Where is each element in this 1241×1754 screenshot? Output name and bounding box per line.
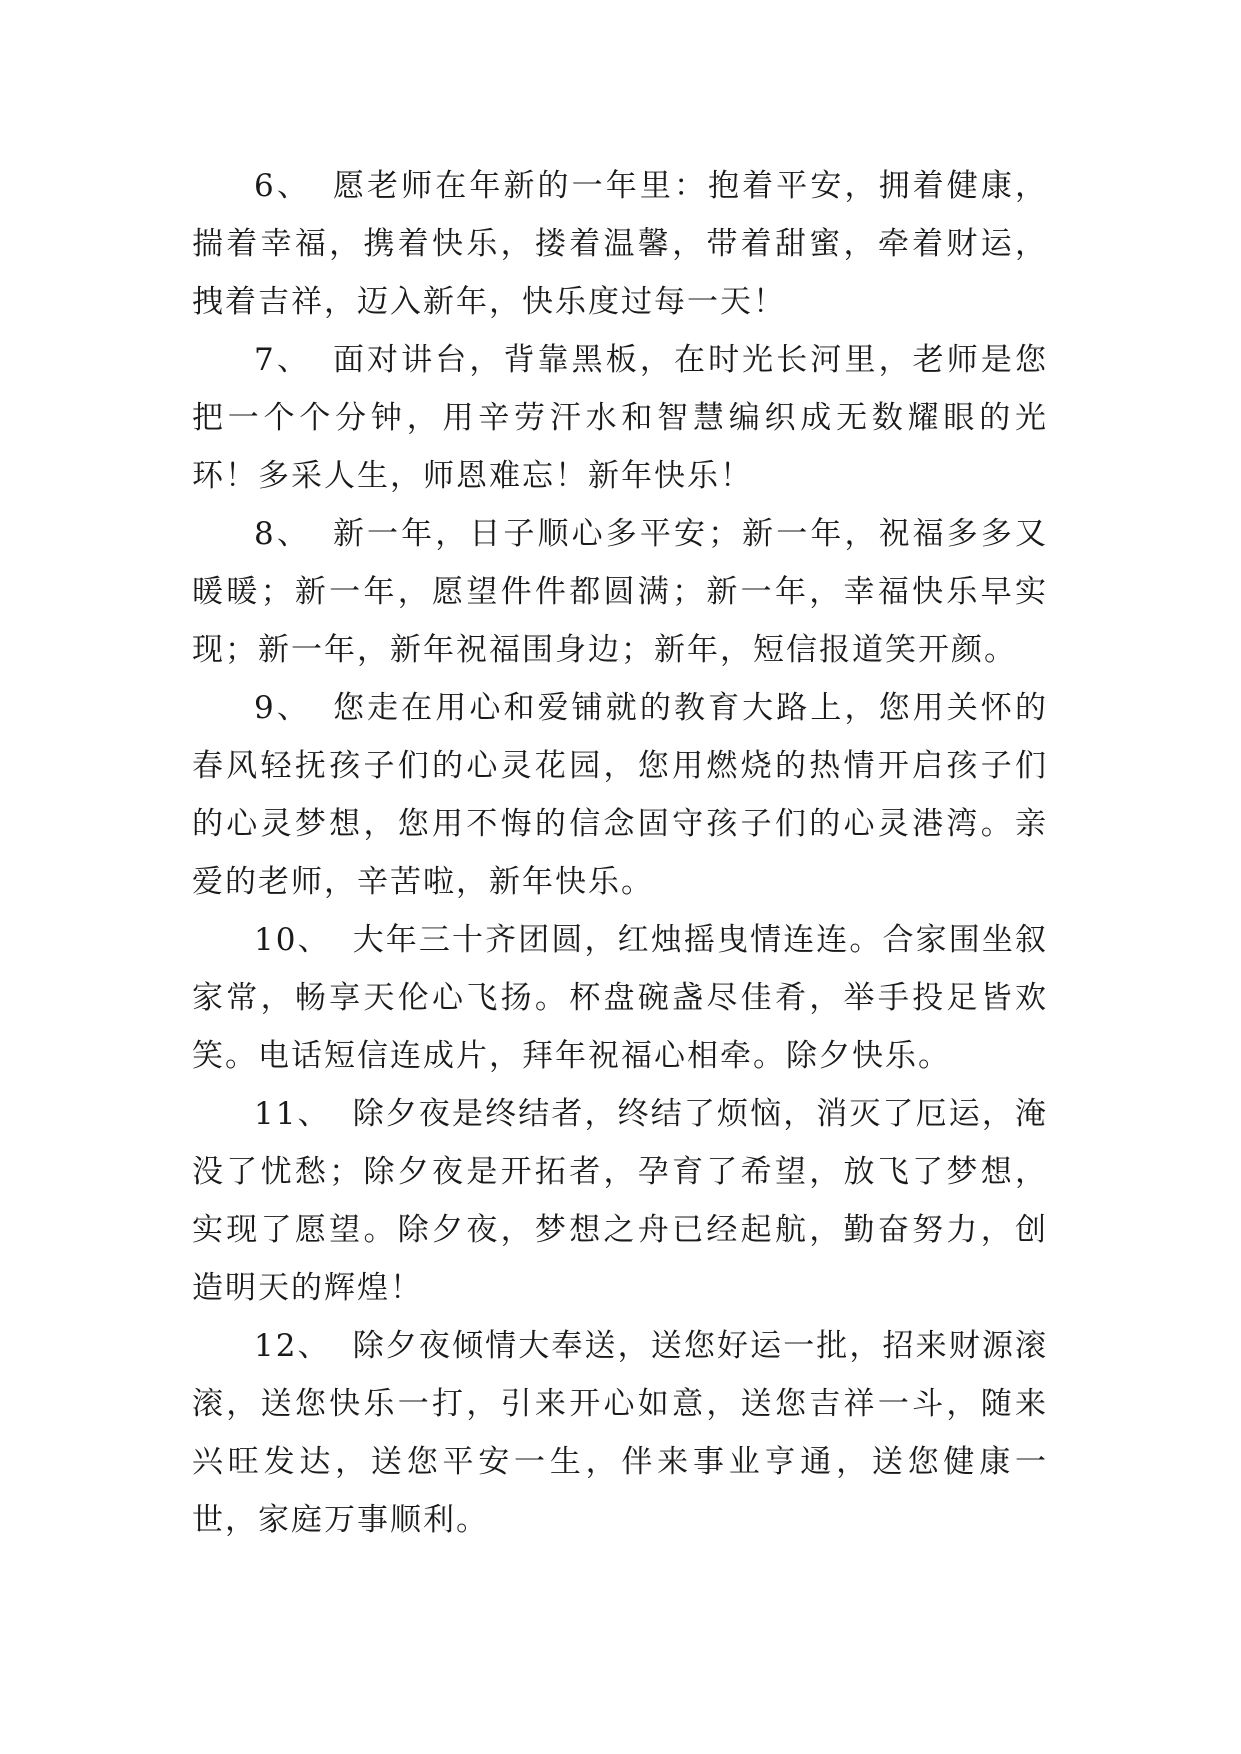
paragraph-9 bbox=[192, 679, 1048, 911]
paragraph-number: 8、 bbox=[254, 516, 311, 552]
paragraph-6 bbox=[192, 157, 1048, 331]
paragraph-number: 7、 bbox=[254, 342, 311, 378]
paragraph-8 bbox=[192, 505, 1048, 679]
paragraph-text: 大年三十齐团圆，红烛摇曳情连连。合家围坐叙家常，畅享天伦心飞扬。杯盘碗盏尽佳肴，举手投足皆欢笑。电话短信连成片，拜年祝福心相牵。除夕快乐。 bbox=[192, 922, 1049, 1074]
paragraph-number: 6、 bbox=[254, 168, 311, 204]
paragraph-12 bbox=[192, 1317, 1048, 1549]
paragraph-number: 11、 bbox=[254, 1096, 331, 1132]
paragraph-10 bbox=[192, 911, 1048, 1085]
paragraph-text: 除夕夜倾情大奉送，送您好运一批，招来财源滚滚，送您快乐一打，引来开心如意，送您吉祥一斗，随来兴旺发达，送您平安一生，伴来事业亨通，送您健康一世，家庭万事顺利。 bbox=[192, 1328, 1049, 1538]
paragraph-text: 除夕夜是终结者，终结了烦恼，消灭了厄运，淹没了忧愁；除夕夜是开拓者，孕育了希望，放飞了梦想，实现了愿望。除夕夜，梦想之舟已经起航，勤奋努力，创造明天的辉煌！ bbox=[192, 1096, 1049, 1306]
paragraph-number: 9、 bbox=[254, 690, 311, 726]
paragraph-11 bbox=[192, 1085, 1048, 1317]
document-body bbox=[192, 157, 1048, 1549]
paragraph-number: 12、 bbox=[254, 1328, 331, 1364]
paragraph-number: 10、 bbox=[254, 922, 331, 958]
paragraph-text: 愿老师在年新的一年里：抱着平安，拥着健康，揣着幸福，携着快乐，搂着温馨，带着甜蜜，牵着财运，拽着吉祥，迈入新年，快乐度过每一天！ bbox=[192, 168, 1048, 320]
paragraph-text: 您走在用心和爱铺就的教育大路上，您用关怀的春风轻抚孩子们的心灵花园，您用燃烧的热情开启孩子们的心灵梦想，您用不悔的信念固守孩子们的心灵港湾。亲爱的老师，辛苦啦，新年快乐。 bbox=[192, 690, 1048, 900]
paragraph-7 bbox=[192, 331, 1048, 505]
paragraph-text: 面对讲台，背靠黑板，在时光长河里，老师是您把一个个分钟，用辛劳汗水和智慧编织成无数耀眼的光环！多采人生，师恩难忘！新年快乐！ bbox=[192, 342, 1048, 494]
paragraph-text: 新一年，日子顺心多平安；新一年，祝福多多又暖暖；新一年，愿望件件都圆满；新一年，幸福快乐早实现；新一年，新年祝福围身边；新年，短信报道笑开颜。 bbox=[192, 516, 1048, 668]
